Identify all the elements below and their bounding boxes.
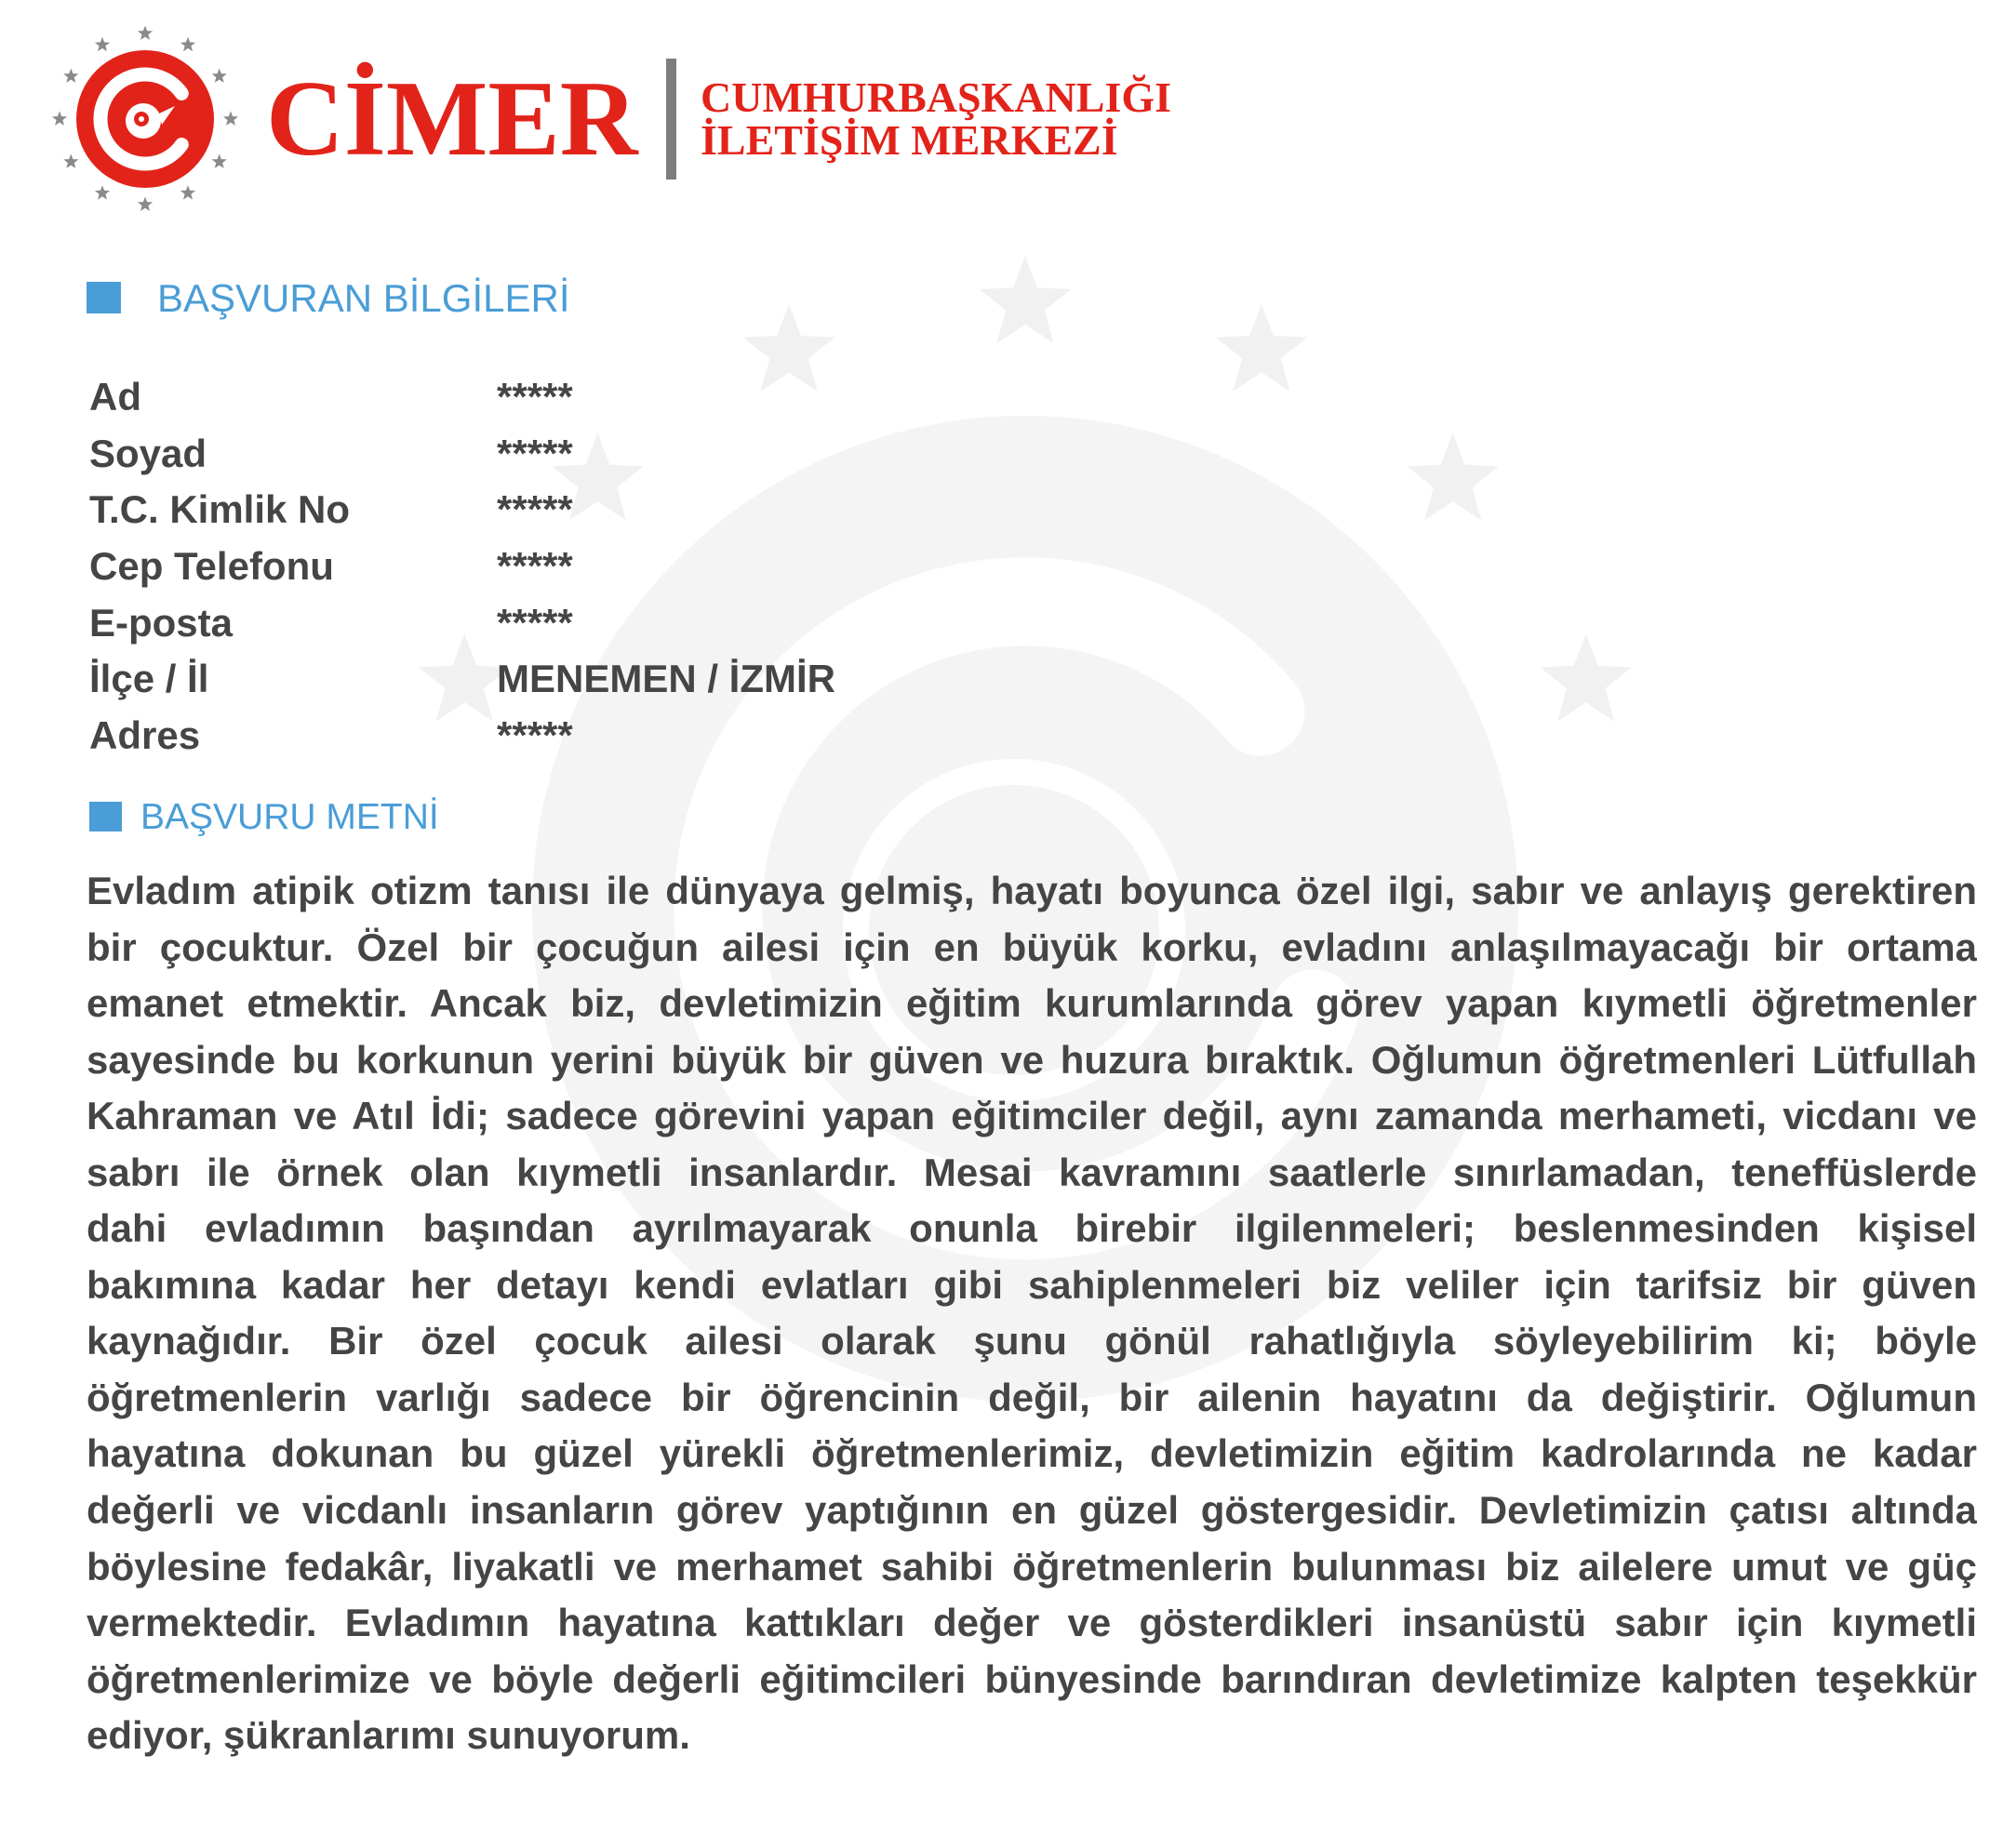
body-text-line: hayatına dokunan bu güzel yürekli öğretmenlerimiz, devletimizin eğitim kadrolarında ne kadar [87, 1431, 1977, 1476]
application-text-body [87, 863, 1977, 1764]
field-label: Soyad [89, 431, 207, 475]
field-value: ***** [497, 713, 573, 758]
logo-subtitle-line-1: CUMHURBAŞKANLIĞI [701, 73, 1172, 121]
body-text-line: öğretmenlerin varlığı sadece bir öğrencinin değil, bir ailenin hayatını da değiştirir. Oğlumun [87, 1375, 1977, 1419]
body-text-line: sabrı ile örnek olan kıymetli insanlardır. Mesai kavramını saatlerle sınırlamadan, teneffüslerde [87, 1150, 1977, 1194]
star-icon [180, 37, 195, 51]
applicant-info-heading: BAŞVURAN BİLGİLERİ [157, 276, 570, 320]
watermark-star-icon [1216, 304, 1308, 392]
field-value: ***** [497, 600, 573, 645]
emblem-bird-eye-highlight [139, 116, 144, 122]
application-text-heading: BAŞVURU METNİ [140, 797, 439, 837]
body-text-line: böylesine fedakâr, liyakatli ve merhamet sahibi öğretmenlerin bulunması biz ailelere umut ve güç [87, 1544, 1977, 1589]
field-value: ***** [497, 544, 573, 589]
star-icon [63, 69, 78, 83]
watermark-star-icon [980, 256, 1072, 343]
field-label: Adres [89, 713, 201, 758]
field-row-national-id [89, 482, 1206, 539]
cimer-emblem-icon [47, 20, 244, 218]
star-icon [95, 185, 110, 199]
logo-subtitle [701, 73, 1172, 164]
field-row-district-province [89, 651, 1206, 708]
body-text-line: Kahraman ve Atıl İdi; sadece görevini yapan eğitimciler değil, aynı zamanda merhameti, vicdanı ve [87, 1094, 1977, 1138]
body-text-line: kaynağıdır. Bir özel çocuk ailesi olarak şunu gönül rahatlığıyla söyleyebilirim ki; böyle [87, 1319, 1977, 1363]
star-icon [52, 112, 67, 126]
star-icon [138, 197, 153, 211]
watermark-star-icon [1407, 432, 1499, 520]
star-icon [138, 26, 153, 40]
body-text-line: Evladım atipik otizm tanısı ile dünyaya gelmiş, hayatı boyunca özel ilgi, sabır ve anlayış gerektiren [87, 869, 1977, 912]
logo-wordmark: CİMER [266, 60, 638, 179]
star-icon [180, 185, 195, 199]
star-icon [63, 154, 78, 168]
body-text-line: değerli ve vicdanlı insanların görev yaptığının en güzel göstergesidir. Devletimizin çatısı altında [87, 1488, 1977, 1533]
applicant-info-list [89, 369, 1206, 765]
field-label: Ad [89, 375, 141, 419]
square-marker-icon [87, 282, 121, 313]
body-text-line: ediyor, şükranlarımı sunuyorum. [87, 1713, 690, 1758]
field-row-last-name [89, 426, 1206, 483]
field-value: ***** [497, 431, 573, 475]
field-label: E-posta [89, 600, 234, 645]
star-icon [95, 37, 110, 51]
star-icon [223, 112, 238, 126]
body-text-line: bir çocuktur. Özel bir çocuğun ailesi için en büyük korku, evladını anlaşılmayacağı bir ortama [87, 924, 1977, 969]
field-label: İlçe / İl [89, 657, 209, 701]
watermark-star-icon [1540, 634, 1632, 722]
logo-subtitle-line-2: İLETİŞİM MERKEZİ [701, 116, 1118, 164]
body-text-line: öğretmenlerimize ve böyle değerli eğitimcileri bünyesinde barındıran devletimize kalpten teşekkür [87, 1656, 1977, 1701]
body-text-line: dahi evladımın başından ayrılmayarak onunla birebir ilgilenmeleri; beslenmesinden kişisel [87, 1206, 1977, 1251]
body-text-line: emanet etmektir. Ancak biz, devletimizin eğitim kurumlarında görev yapan kıymetli öğretmenler [87, 981, 1977, 1026]
star-icon [212, 154, 227, 168]
field-value: MENEMEN / İZMİR [497, 657, 835, 701]
body-text-line: vermektedir. Evladımın hayatına kattıkları değer ve gösterdikleri insanüstü sabır için kıymetli [87, 1601, 1977, 1645]
star-icon [212, 69, 227, 83]
body-text-line: bakımına kadar her detayı kendi evlatları gibi sahiplenmeleri biz veliler için tarifsiz bir güven [87, 1262, 1977, 1307]
field-row-email [89, 595, 1206, 652]
field-value: ***** [497, 375, 573, 419]
field-row-mobile-phone [89, 539, 1206, 595]
field-row-address [89, 708, 1206, 765]
field-label: Cep Telefonu [89, 544, 334, 589]
square-marker-icon [89, 802, 122, 831]
logo-divider [666, 59, 676, 180]
body-text-line: sayesinde bu korkunun yerini büyük bir güven ve huzura bıraktık. Oğlumun öğretmenleri Lütfullah [87, 1037, 1977, 1082]
field-label: T.C. Kimlik No [89, 487, 351, 532]
field-value: ***** [497, 487, 573, 532]
field-row-first-name [89, 369, 1206, 426]
